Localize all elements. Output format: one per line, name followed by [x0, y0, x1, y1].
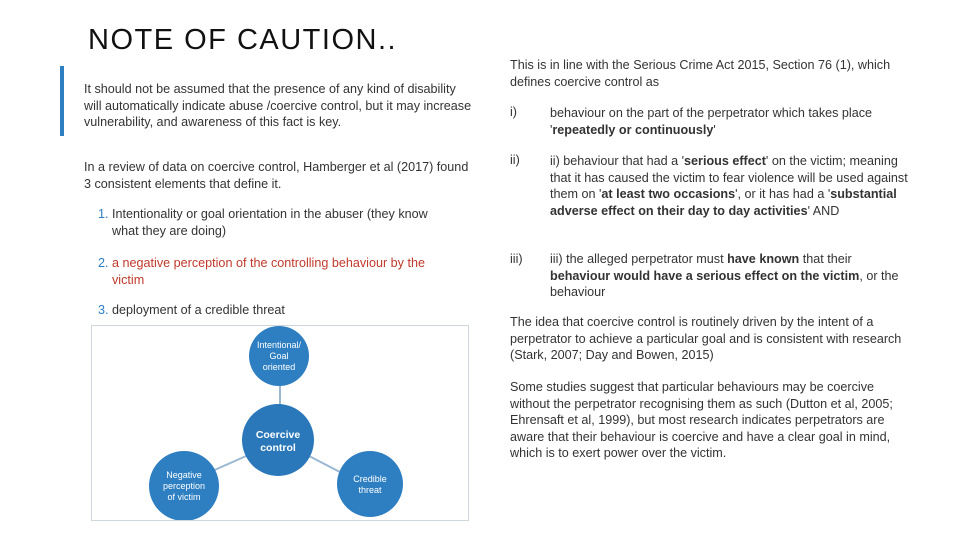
node-credible-label-1: Credible: [353, 474, 387, 484]
node-credible-label-2: threat: [358, 485, 382, 495]
coercive-control-diagram: [91, 325, 469, 521]
diagram-svg: [92, 326, 468, 520]
node-intentional-label-1: Intentional/: [256, 340, 302, 350]
list-item-number: 2.: [98, 256, 109, 270]
idea-paragraph: The idea that coercive control is routinely driven by the intent of a perpetrator to achieve a particular goal and is consistent with research (Stark, 2007; Day and Bowen, 2015): [510, 315, 902, 362]
list-item-text: Intentionality or goal orientation in the abuser (they know: [112, 207, 428, 221]
node-coercive-label-1: Coercive: [255, 429, 301, 441]
node-negative-label-3: of victim: [167, 492, 201, 502]
node-intentional-label-3: oriented: [262, 362, 296, 372]
disability-caution-paragraph: It should not be assumed that the presence of any kind of disability will automatically indicate abuse /coercive control, but it may increase vulnerability, and awareness of this fact is key.: [84, 82, 472, 129]
definition-ii: ii) behaviour that had a 'serious effect' on the victim; meaning that it has caused the victim to fear violence will be used against them on 'at least two occasions', or it has had a 'substantial adverse effect on their day to day activities' AND: [550, 154, 908, 218]
page-title: NOTE OF CAUTION..: [88, 24, 398, 56]
list-item-text: a negative perception of the controlling behaviour by the: [112, 256, 425, 270]
roman-numeral-iii: iii): [510, 252, 523, 266]
serious-crime-act-intro: This is in line with the Serious Crime Act 2015, Section 76 (1), which defines coercive control as: [510, 58, 891, 89]
list-item-number: 1.: [98, 207, 109, 221]
list-item: [98, 255, 478, 288]
list-item: [98, 302, 478, 319]
definition-i: behaviour on the part of the perpetrator which takes place 'repeatedly or continuously': [550, 106, 873, 137]
node-coercive-label-2: control: [260, 442, 296, 454]
node-intentional-label-2: Goal: [269, 351, 289, 361]
list-item-text: deployment of a credible threat: [112, 303, 285, 317]
list-item: [98, 206, 478, 239]
node-negative-label-1: Negative: [166, 470, 202, 480]
roman-numeral-i: i): [510, 105, 517, 119]
list-item-text-cont: victim: [112, 272, 145, 287]
hamberger-review-paragraph: In a review of data on coercive control, Hamberger et al (2017) found 3 consistent elements that define it.: [84, 160, 469, 191]
list-item-text-cont: what they are doing): [112, 223, 227, 238]
node-negative-label-2: perception: [162, 481, 206, 491]
definition-iii: iii) the alleged perpetrator must have known that their behaviour would have a serious effect on the victim, or the behaviour: [550, 252, 899, 299]
studies-paragraph: Some studies suggest that particular behaviours may be coercive without the perpetrator recognising them as such (Dutton et al, 2005; Ehrensaft et al, 1999), but most research indicates perpetrators are aware that their behaviour is coercive and have a clear goal in mind, which is to exert power over the victim.: [510, 380, 893, 460]
list-item-number: 3.: [98, 303, 109, 317]
accent-bar: [60, 66, 64, 136]
roman-numeral-ii: ii): [510, 153, 520, 167]
node-credible-threat: [337, 451, 403, 517]
